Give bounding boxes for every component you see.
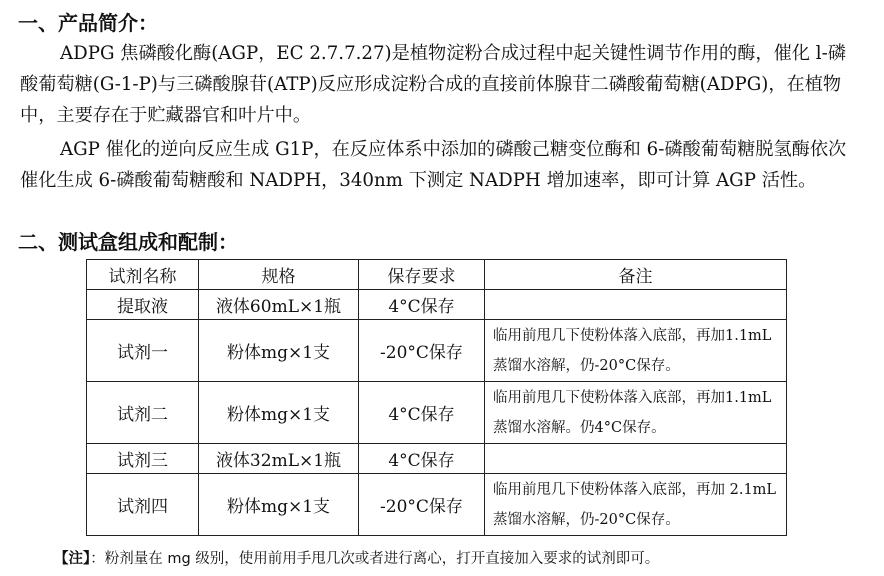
reagent-name: 提取液 — [87, 290, 199, 320]
reagent-note: 临用前甩几下使粉体落入底部，再加1.1mL蒸馏水溶解。仍4°C保存。 — [485, 382, 787, 444]
column-header-note: 备注 — [485, 260, 787, 290]
reagent-storage: 4°C保存 — [359, 382, 485, 444]
table-row — [87, 474, 787, 536]
section-heading-intro: 一、产品简介： — [18, 11, 158, 35]
reagent-spec: 液体32mL×1瓶 — [199, 444, 359, 474]
reagent-storage: -20°C保存 — [359, 320, 485, 382]
reagent-note: 临用前甩几下使粉体落入底部，再加1.1mL蒸馏水溶解，仍-20°C保存。 — [485, 320, 787, 382]
table-row — [87, 382, 787, 444]
column-header-spec: 规格 — [199, 260, 359, 290]
reagent-name: 试剂四 — [87, 474, 199, 536]
reagent-note — [485, 444, 787, 474]
reagent-spec: 粉体mg×1支 — [199, 320, 359, 382]
reagent-spec: 液体60mL×1瓶 — [199, 290, 359, 320]
footnote-text: ：粉剂量在 mg 级别，使用前用手甩几次或者进行离心，打开直接加入要求的试剂即可。 — [90, 551, 660, 567]
column-header-name: 试剂名称 — [87, 260, 199, 290]
kit-composition-table — [86, 259, 787, 536]
reagent-spec: 粉体mg×1支 — [199, 382, 359, 444]
reagent-spec: 粉体mg×1支 — [199, 474, 359, 536]
column-header-storage: 保存要求 — [359, 260, 485, 290]
reagent-storage: 4°C保存 — [359, 290, 485, 320]
intro-paragraph: AGP 催化的逆向反应生成 G1P，在反应体系中添加的磷酸己糖变位酶和 6-磷酸葡萄糖脱氢酶依次催化生成 6-磷酸葡萄糖酸和 NADPH，340nm 下测定 NADPH 增加速率，即可计算 AGP 活性。 — [20, 139, 847, 191]
intro-paragraph: ADPG 焦磷酸化酶(AGP，EC 2.7.7.27)是植物淀粉合成过程中起关键性调节作用的酶，催化 l-磷酸葡萄糖(G-1-P)与三磷酸腺苷(ATP)反应形成淀粉合成的直接前体腺苷二磷酸葡萄糖(ADPG)，在植物中，主要存在于贮藏器官和叶片中。 — [20, 43, 846, 126]
reagent-storage: -20°C保存 — [359, 474, 485, 536]
reagent-storage: 4°C保存 — [359, 444, 485, 474]
section-heading-kit: 二、测试盒组成和配制： — [18, 230, 238, 254]
footnote — [54, 548, 659, 570]
table-row — [87, 444, 787, 474]
reagent-note: 临用前甩几下使粉体落入底部，再加 2.1mL 蒸馏水溶解，仍-20°C保存。 — [485, 474, 787, 536]
table-row — [87, 320, 787, 382]
reagent-name: 试剂二 — [87, 382, 199, 444]
footnote-tag: 【注】 — [54, 551, 91, 567]
reagent-name: 试剂一 — [87, 320, 199, 382]
table-row — [87, 290, 787, 320]
table-header-row — [87, 260, 787, 290]
reagent-note — [485, 290, 787, 320]
reagent-name: 试剂三 — [87, 444, 199, 474]
